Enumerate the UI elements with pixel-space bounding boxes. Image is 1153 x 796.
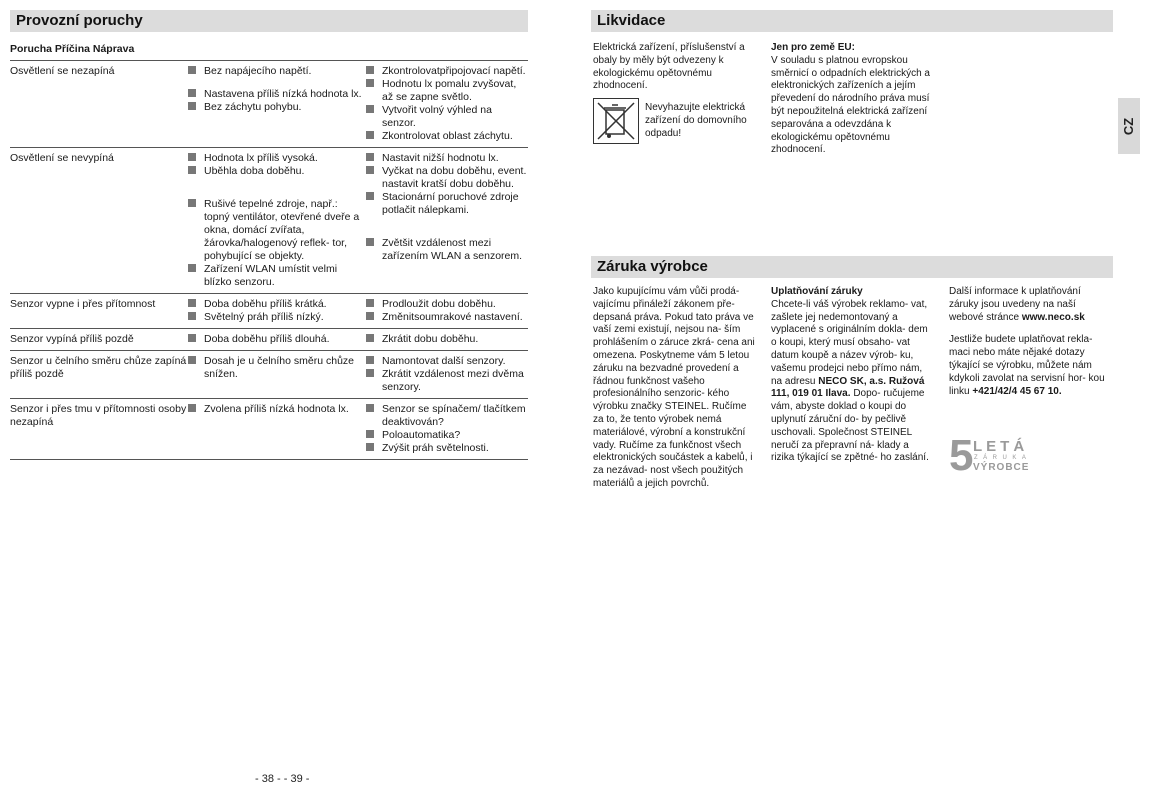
cause-item: [188, 198, 366, 263]
disposal-icon-row: [593, 98, 753, 144]
remedy-item: [366, 78, 528, 104]
square-bullet-icon: [366, 312, 374, 320]
cause-item: [188, 355, 366, 381]
remedy-item: [366, 442, 528, 455]
cause-text: Uběhla doba doběhu.: [204, 165, 305, 177]
remedy-item: [366, 237, 528, 263]
cause-text: Světelný práh příliš nízký.: [204, 311, 324, 323]
cause-cell: [188, 399, 366, 460]
remedy-item: [366, 191, 528, 217]
cause-item: [188, 298, 366, 311]
cause-text: Bez napájecího napětí.: [204, 65, 312, 77]
spacer: [188, 188, 366, 198]
remedy-item: [366, 311, 528, 324]
fault-row: [10, 294, 528, 329]
square-bullet-icon: [366, 356, 374, 364]
square-bullet-icon: [366, 430, 374, 438]
disposal-text: Elektrická zařízení, příslušenství a obaly by měly být odvezeny k ekologickému opětovnému zhodnocení.: [593, 42, 745, 92]
claim-heading: Uplatňování záruky: [771, 286, 863, 297]
remedy-item: [366, 333, 528, 346]
claim-text-b: Dopo- ručujeme vám, abyste doklad o koupi do uplynutí záruční do- by pečlivě uschovali. Společnost STEINEL neručí za přepravní ná- klady a rizika týkající se zpětné- ho zaslání.: [771, 388, 929, 464]
cause-text: Bez záchytu pohybu.: [204, 101, 302, 113]
square-bullet-icon: [188, 334, 196, 342]
language-tab: [1118, 98, 1140, 154]
cause-text: Nastavena příliš nízká hodnota lx.: [204, 88, 362, 100]
claim-text-a: Chcete-li váš výrobek reklamo- vat, zašlete jej nedemontovaný a vyplacené s originálním dokla- dem o koupi, který musí obsaho- vat datum koupě a název výrob- ku, vašemu prodejci nebo přímo nám, na adresu: [771, 298, 928, 387]
warranty-section: [591, 278, 1113, 538]
square-bullet-icon: [366, 369, 374, 377]
cause-text: Zařízení WLAN umístit velmi blízko senzoru.: [204, 263, 338, 288]
cause-text: Hodnota lx příliš vysoká.: [204, 152, 318, 164]
square-bullet-icon: [366, 105, 374, 113]
info-text: Další informace k uplatňování záruky jsou uvedeny na naší webové stránce: [949, 286, 1081, 323]
remedy-item: [366, 165, 528, 191]
cause-cell: [188, 351, 366, 399]
disposal-col2: [771, 42, 931, 157]
remedy-text: Senzor se spínačem/ tlačítkem deaktivován?: [382, 403, 526, 428]
remedy-item: [366, 368, 528, 394]
spacer: [188, 78, 366, 88]
hotline-phone[interactable]: +421/42/4 45 67 10.: [972, 385, 1062, 397]
faults-title: Provozní poruchy: [10, 10, 528, 32]
square-bullet-icon: [188, 102, 196, 110]
remedy-text: Zkrátit dobu doběhu.: [382, 333, 479, 345]
fault-row: [10, 399, 528, 460]
remedy-text: Stacionární poruchové zdroje potlačit nálepkami.: [382, 191, 519, 216]
warranty-col1: Jako kupujícímu vám vůči prodá- vajícímu přináleží zákonem pře- depsaná práva. Pokud tato práva ve vaší zemi existují, nejsou na- ším prohlášením o záruce zkrá- cena ani omezena. Poskytneme vám 5 letou záruku na bezvadné provedení a řádnou funkčnost vašeho profesionálního senzoric- kého výrobku značky STEINEL. Ručíme za to, že tento výrobek nemá materiálové, výrobní a konstrukční vady. Ručíme za funkčnost všech elektronických součástek a kabelů, i za nezávad- nost všech použitých materiálů a jejich povrchů.: [593, 286, 755, 489]
remedy-item: [366, 65, 528, 78]
website-link[interactable]: www.neco.sk: [1021, 311, 1085, 323]
cause-item: [188, 88, 366, 101]
cause-cell: [188, 294, 366, 329]
spacer: [188, 178, 366, 188]
fault-cell: Senzor u čelního směru chůze zapíná příliš pozdě: [10, 355, 187, 380]
square-bullet-icon: [366, 131, 374, 139]
remedy-cell: [366, 148, 528, 294]
cause-item: [188, 152, 366, 165]
eu-heading: Jen pro země EU:: [771, 42, 855, 53]
fault-cell: Osvětlení se nezapíná: [10, 65, 115, 77]
crossed-bin-icon: [593, 98, 639, 144]
remedy-item: [366, 355, 528, 368]
remedy-text: Zkontrolovat oblast záchytu.: [382, 130, 513, 142]
remedy-text: Vytvořit volný výhled na senzor.: [382, 104, 492, 129]
remedy-text: Zkrátit vzdálenost mezi dvěma senzory.: [382, 368, 524, 393]
square-bullet-icon: [188, 312, 196, 320]
hotline-text: Jestliže budete uplatňovat rekla- maci nebo máte nějaké dotazy týkající se výrobku, můžete nám kdykoli zavolat na servisní hor- kou linku: [949, 334, 1105, 397]
square-bullet-icon: [366, 66, 374, 74]
remedy-cell: [366, 351, 528, 399]
square-bullet-icon: [188, 66, 196, 74]
warranty-title: Záruka výrobce: [591, 256, 1113, 278]
fault-row: [10, 148, 528, 294]
remedy-text: Nastavit nižší hodnotu lx.: [382, 152, 499, 164]
language-tab-label: CZ: [1121, 117, 1137, 135]
eu-text: V souladu s platnou evropskou směrnicí o odpadních elektrických a elektronických zařízeních a jejím převedení do národního práva musí být nepoužitelná elektrická zařízení separována a odevzdána k ekologickému opětovnému zhodnocení.: [771, 54, 930, 156]
info-page: [591, 10, 1113, 538]
spacer: [366, 227, 528, 237]
cause-item: [188, 101, 366, 114]
square-bullet-icon: [188, 153, 196, 161]
fault-row: [10, 61, 528, 148]
square-bullet-icon: [188, 166, 196, 174]
faults-table: [10, 61, 528, 460]
square-bullet-icon: [366, 443, 374, 451]
warranty-col3: [949, 286, 1111, 398]
square-bullet-icon: [188, 199, 196, 207]
remedy-item: [366, 152, 528, 165]
remedy-text: Změnitsoumrakové nastavení.: [382, 311, 523, 323]
disposal-icon-caption: Nevyhazujte elektrická zařízení do domovního odpadu!: [645, 102, 747, 139]
remedy-item: [366, 429, 528, 442]
square-bullet-icon: [188, 89, 196, 97]
square-bullet-icon: [188, 404, 196, 412]
cause-text: Dosah je u čelního směru chůze snížen.: [204, 355, 354, 380]
square-bullet-icon: [366, 79, 374, 87]
cause-item: [188, 165, 366, 178]
remedy-cell: [366, 329, 528, 351]
badge-word: LETÁ: [973, 438, 1029, 455]
fault-cell: Senzor vypíná příliš pozdě: [10, 333, 134, 345]
square-bullet-icon: [366, 153, 374, 161]
fault-row: [10, 329, 528, 351]
remedy-text: Zvětšit vzdálenost mezi zařízením WLAN a senzorem.: [382, 237, 523, 262]
remedy-text: Zvýšit práh světelnosti.: [382, 442, 489, 454]
cause-cell: [188, 61, 366, 148]
disposal-col1: [593, 42, 753, 144]
remedy-text: Namontovat další senzory.: [382, 355, 506, 367]
remedy-item: [366, 298, 528, 311]
square-bullet-icon: [366, 238, 374, 246]
square-bullet-icon: [366, 299, 374, 307]
remedy-cell: [366, 61, 528, 148]
cause-text: Zvolena příliš nízká hodnota lx.: [204, 403, 349, 415]
square-bullet-icon: [366, 166, 374, 174]
fault-cell: Senzor i přes tmu v přítomnosti osoby nezapíná: [10, 403, 187, 428]
remedy-item: [366, 403, 528, 429]
warranty-col2: [771, 286, 933, 465]
square-bullet-icon: [366, 192, 374, 200]
disposal-section: [591, 32, 1113, 256]
claim-address: NECO SK, a.s. Ružová 111, 019 01 Ilava.: [771, 375, 925, 400]
square-bullet-icon: [188, 299, 196, 307]
remedy-item: [366, 104, 528, 130]
square-bullet-icon: [366, 404, 374, 412]
fault-cell: Senzor vypne i přes přítomnost: [10, 298, 156, 310]
cause-text: Doba doběhu příliš krátká.: [204, 298, 327, 310]
cause-item: [188, 263, 366, 289]
cause-item: [188, 403, 366, 416]
cause-item: [188, 311, 366, 324]
fault-cell: Osvětlení se nevypíná: [10, 152, 114, 164]
remedy-text: Hodnotu lx pomalu zvyšovat, až se zapne světlo.: [382, 78, 517, 103]
remedy-text: Zkontrolovatpřipojovací napětí.: [382, 65, 526, 77]
fault-page: [10, 10, 528, 460]
cause-item: [188, 65, 366, 78]
disposal-title: Likvidace: [591, 10, 1113, 32]
cause-cell: [188, 148, 366, 294]
cause-text: Doba doběhu příliš dlouhá.: [204, 333, 330, 345]
badge-number: 5: [949, 431, 974, 480]
square-bullet-icon: [188, 264, 196, 272]
page-numbers: - 38 - - 39 -: [255, 773, 310, 785]
square-bullet-icon: [188, 356, 196, 364]
badge-line2: ZÁRUKA: [974, 455, 1032, 461]
cause-item: [188, 333, 366, 346]
remedy-cell: [366, 294, 528, 329]
remedy-text: Prodloužit dobu doběhu.: [382, 298, 496, 310]
cause-cell: [188, 329, 366, 351]
remedy-text: Poloautomatika?: [382, 429, 461, 441]
remedy-cell: [366, 399, 528, 460]
remedy-text: Vyčkat na dobu doběhu, event. nastavit kratší dobu doběhu.: [382, 165, 527, 190]
warranty-badge: [949, 431, 1032, 480]
square-bullet-icon: [366, 334, 374, 342]
spacer: [366, 217, 528, 227]
remedy-item: [366, 130, 528, 143]
fault-row: [10, 351, 528, 399]
faults-table-header: Porucha Příčina Náprava: [10, 43, 528, 61]
cause-text: Rušivé tepelné zdroje, např.: topný ventilátor, otevřené dveře a okna, domácí zvířata, žárovka/halogenový reflek- tor, pohybující se objekty.: [204, 198, 360, 262]
badge-line3: VÝROBCE: [973, 462, 1030, 473]
